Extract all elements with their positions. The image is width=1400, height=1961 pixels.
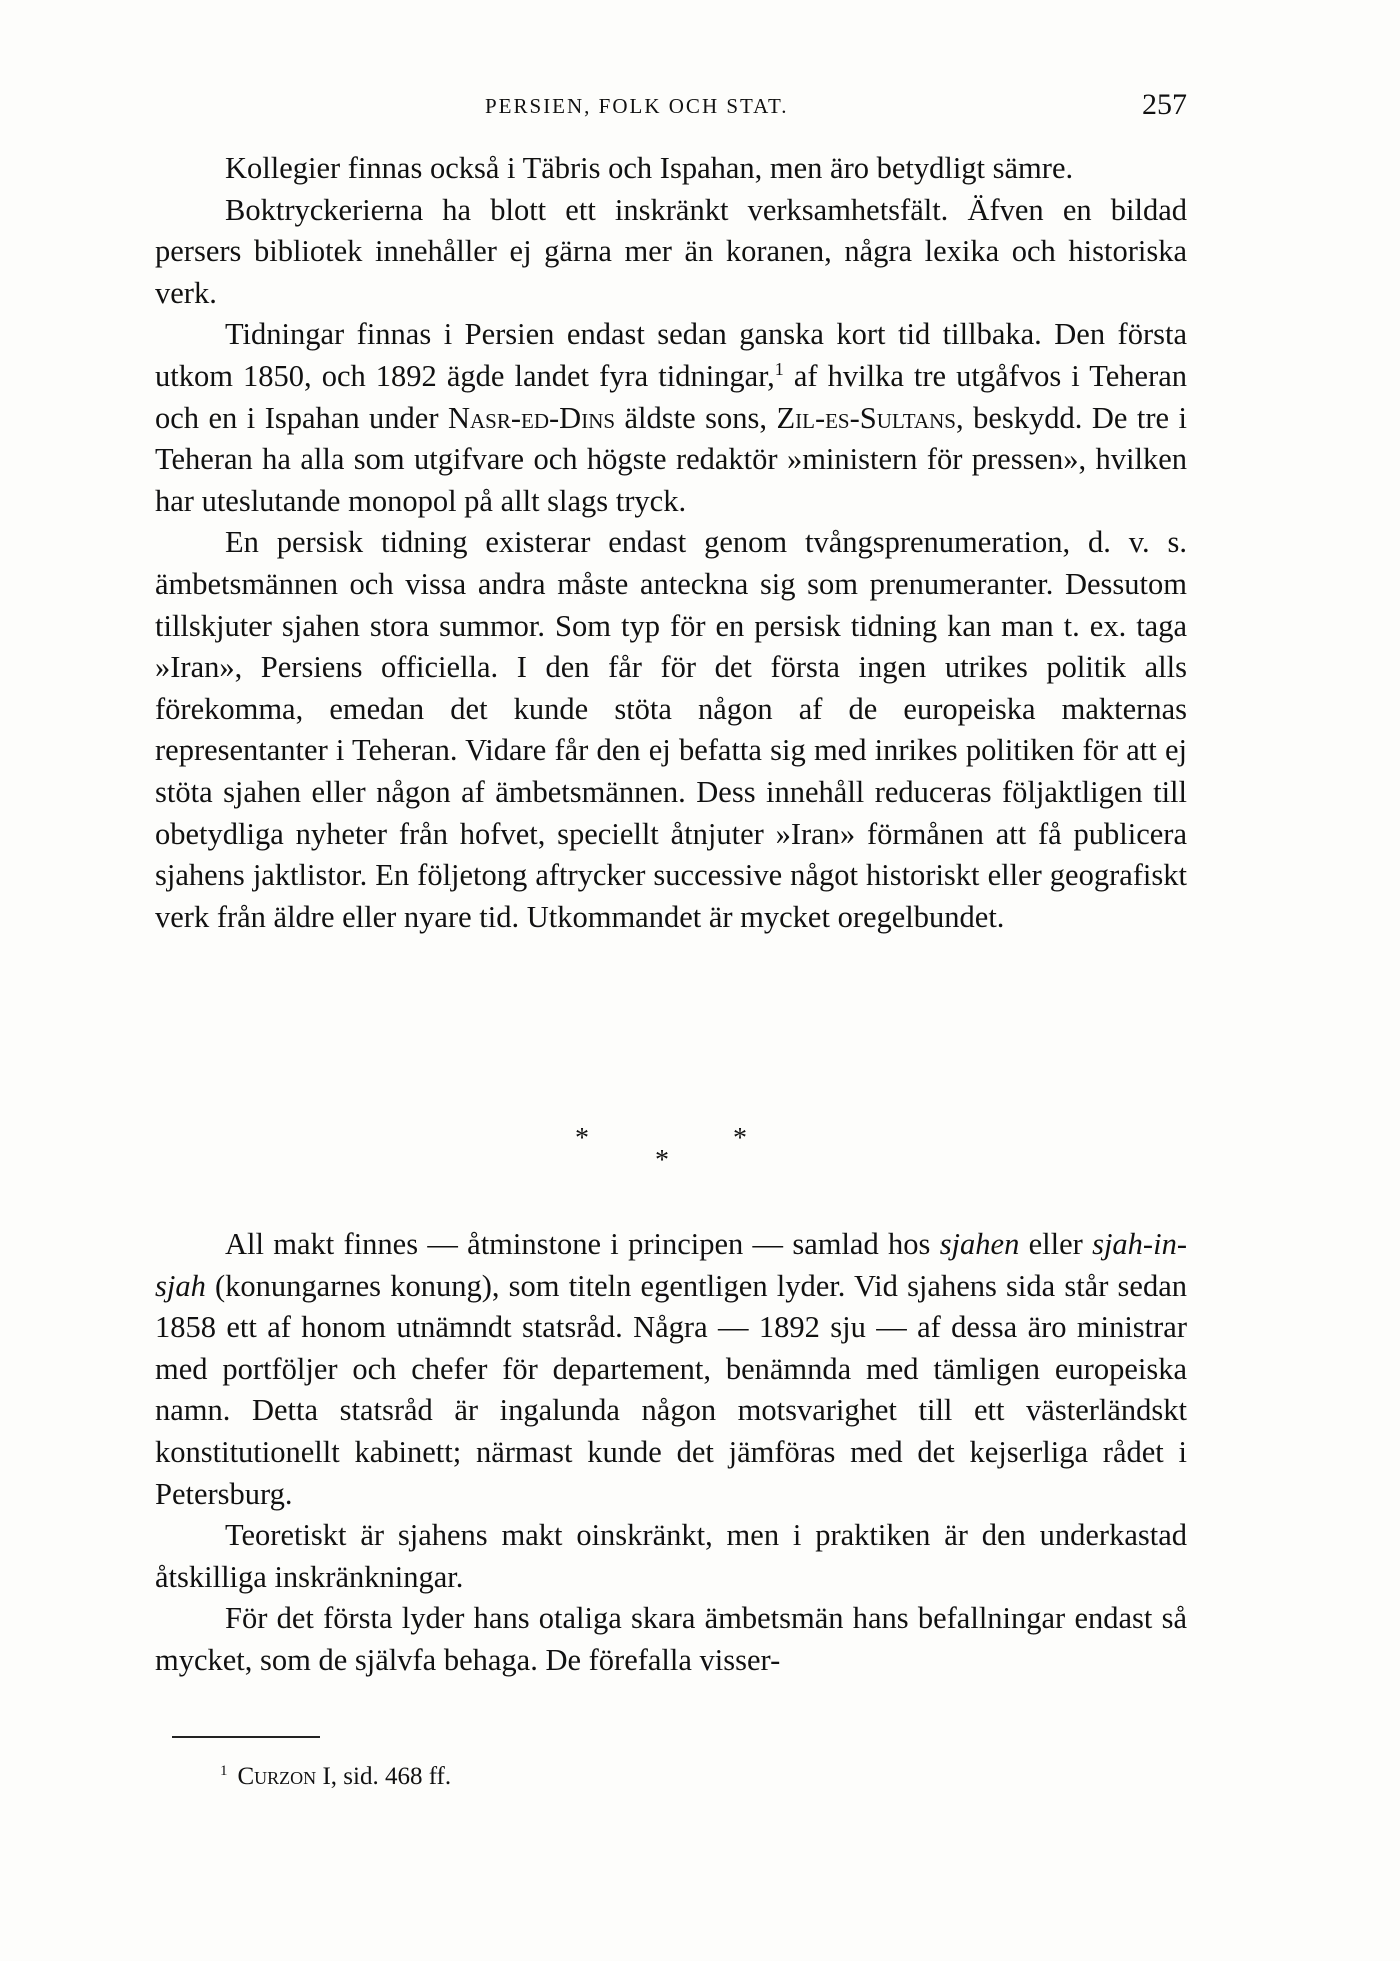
running-title: PERSIEN, FOLK OCH STAT. xyxy=(485,94,789,118)
paragraph-kollegier: Kollegier finnas också i Täbris och Ispahan, men äro betydligt sämre. xyxy=(225,151,1074,185)
body-text-upper xyxy=(155,148,1187,938)
footnote-reference: 1 xyxy=(774,358,784,379)
footnote-mark: 1 xyxy=(220,1762,228,1779)
person-name-nasr-ed-din: Nasr-ed-Dins xyxy=(447,400,616,435)
paragraph-tidningar-text-b: af hvilka tre utgåfvos i Teheran och en i Ispahan under xyxy=(155,358,1188,435)
term-sjah-in-sjah: sjah-in-sjah xyxy=(155,1227,1187,1303)
paragraph-all-makt-text-a: All makt finnes — åtminstone i principen — samlad hos xyxy=(225,1227,940,1261)
footnote-text: I, sid. 468 ff. xyxy=(316,1763,452,1790)
paragraph-persisk-tidning: En persisk tidning existerar endast genom tvångsprenumeration, d. v. s. ämbetsmännen och vissa andra måste anteckna sig som prenumeranter. Dessutom tillskjuter sjahen stora summor. Som typ för en persisk tidning kan man t. ex. taga »Iran», Persiens officiella. I den får för det första ingen utrikes politik alls förekomma, emedan det kunde stöta någon af de europeiska makternas representanter i Teheran. Vidare får den ej befatta sig med inrikes politiken för att ej stöta sjahen eller någon af ämbetsmännen. Dess innehåll reduceras följaktligen till obetydliga nyheter från hofvet, speciellt åtnjuter »Iran» förmånen att få publicera sjahens jaktlistor. En följetong aftrycker successive något historiskt eller geografiskt verk från äldre eller nyare tid. Utkommandet är mycket oregelbundet. xyxy=(155,525,1187,934)
paragraph-for-det-forsta: För det första lyder hans otaliga skara ämbetsmän hans befallningar endast så mycket, som de självfa behaga. De förefalla visser- xyxy=(155,1601,1187,1677)
footnote-divider xyxy=(172,1736,320,1738)
paragraph-tidningar-text-a: Tidningar finnas i Persien endast sedan ganska kort tid tillbaka. Den första utkom 1850, och 1892 ägde landet fyra tidningar, xyxy=(155,317,1187,393)
section-divider-asterism xyxy=(555,1125,755,1185)
paragraph-teoretiskt: Teoretiskt är sjahens makt oinskränkt, men i praktiken är den underkastad åtskilliga inskränkningar. xyxy=(155,1518,1187,1594)
body-text-lower xyxy=(155,1224,1187,1682)
asterisk-left: * xyxy=(575,1123,589,1154)
asterisk-right: * xyxy=(733,1123,747,1154)
asterisk-middle: * xyxy=(655,1145,669,1176)
paragraph-all-makt xyxy=(155,1224,1187,1515)
page-number: 257 xyxy=(1142,88,1187,121)
paragraph-tidningar-text-c: äldste sons, xyxy=(615,400,777,435)
footnote xyxy=(220,1760,451,1794)
paragraph-tidningar-text-d: , beskydd. De tre i Teheran ha alla som utgifvare och högste redaktör »ministern för pressen», hvilken har uteslutande monopol på allt slags tryck. xyxy=(155,400,1187,518)
paragraph-all-makt-text-c: (konungarnes konung), som titeln egentligen lyder. Vid sjahens sida står sedan 1858 ett af honom utnämndt statsråd. Några — 1892 sju — af dessa äro ministrar med portföljer och chefer för departement, benämnda med tämligen europeiska namn. Detta statsråd är ingalunda någon motsvarighet till ett västerländskt konstitutionellt kabinett; närmast kunde det jämföras med det kejserliga rådet i Petersburg. xyxy=(155,1268,1187,1511)
paragraph-all-makt-text-b: eller xyxy=(1019,1227,1093,1261)
paragraph-boktryckerierna: Boktryckerierna ha blott ett inskränkt verksamhetsfält. Äfven en bildad persers bibliotek innehåller ej gärna mer än koranen, några lexika och historiska verk. xyxy=(155,192,1187,310)
footnote-author: Curzon xyxy=(237,1763,317,1790)
term-sjahen: sjahen xyxy=(939,1227,1020,1261)
paragraph-tidningar xyxy=(155,314,1187,522)
running-head xyxy=(155,88,1187,128)
person-name-zil-es-sultan: Zil-es-Sultans xyxy=(776,400,956,435)
